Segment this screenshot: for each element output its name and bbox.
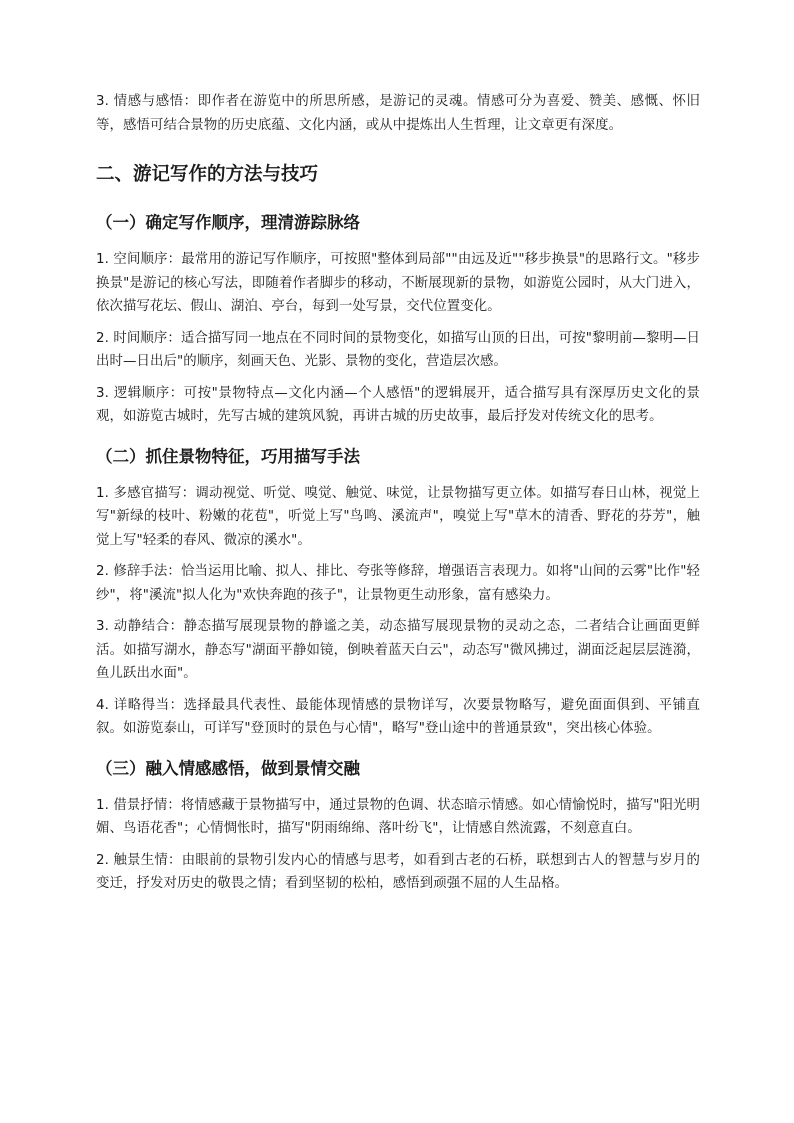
- paragraph: 1. 空间顺序：最常用的游记写作顺序，可按照"整体到局部""由远及近""移步换景"的思路行文。"移步换景"是游记的核心写法，即随着作者脚步的移动，不断展现新的景物，如游览公园时，从大门进入，依次描写花坛、假山、湖泊、亭台，每到一处写景，交代位置变化。: [96, 252, 700, 314]
- paragraph: 1. 多感官描写：调动视觉、听觉、嗅觉、触觉、味觉，让景物描写更立体。如描写春日山林，视觉上写"新绿的枝叶、粉嫩的花苞"，听觉上写"鸟鸣、溪流声"，嗅觉上写"草木的清香、野花的芬芳"，触觉上写"轻柔的春风、微凉的溪水"。: [96, 485, 700, 548]
- paragraph: 2. 修辞手法：恰当运用比喻、拟人、排比、夸张等修辞，增强语言表现力。如将"山间的云雾"比作"轻纱"，将"溪流"拟人化为"欢快奔跑的孩子"，让景物更生动形象，富有感染力。: [96, 564, 700, 603]
- subsection-title-3: （三）融入情感感悟，做到景情交融: [96, 758, 360, 778]
- paragraph: 3. 逻辑顺序：可按"景物特点—文化内涵—个人感悟"的逻辑展开，适合描写具有深厚历史文化的景观，如游览古城时，先写古城的建筑风貌，再讲古城的历史故事，最后抒发对传统文化的思考。: [96, 385, 700, 424]
- paragraph: 4. 详略得当：选择最具代表性、最能体现情感的景物详写，次要景物略写，避免面面俱到、平铺直叙。如游览泰山，可详写"登顶时的景色与心情"，略写"登山途中的普通景致"，突出核心体验。: [96, 697, 700, 736]
- paragraph: 2. 时间顺序：适合描写同一地点在不同时间的景物变化，如描写山顶的日出，可按"黎明前—黎明—日出时—日出后"的顺序，刻画天色、光影、景物的变化，营造层次感。: [96, 330, 700, 369]
- subsection-title-2: （二）抓住景物特征，巧用描写手法: [96, 446, 360, 466]
- paragraph: 2. 触景生情：由眼前的景物引发内心的情感与思考，如看到古老的石桥，联想到古人的智慧与岁月的变迁，抒发对历史的敬畏之情；看到坚韧的松柏，感悟到顽强不屈的人生品格。: [96, 852, 700, 891]
- paragraph: 1. 借景抒情：将情感藏于景物描写中，通过景物的色调、状态暗示情感。如心情愉悦时，描写"阳光明媚、鸟语花香"；心情惆怅时，描写"阴雨绵绵、落叶纷飞"，让情感自然流露，不刻意直白。: [96, 797, 700, 836]
- document-page: [96, 90, 700, 904]
- intro-paragraph: 3. 情感与感悟：即作者在游览中的所思所感，是游记的灵魂。情感可分为喜爱、赞美、感慨、怀旧等，感悟可结合景物的历史底蕴、文化内涵，或从中提炼出人生哲理，让文章更有深度。: [96, 94, 700, 133]
- paragraph: 3. 动静结合：静态描写展现景物的静谧之美，动态描写展现景物的灵动之态，二者结合让画面更鲜活。如描写湖水，静态写"湖面平静如镜，倒映着蓝天白云"，动态写"微风拂过，湖面泛起层层涟漪，鱼儿跃出水面"。: [96, 619, 700, 681]
- section-title: 二、游记写作的方法与技巧: [96, 164, 319, 185]
- subsection-title-1: （一）确定写作顺序，理清游踪脉络: [96, 213, 360, 232]
